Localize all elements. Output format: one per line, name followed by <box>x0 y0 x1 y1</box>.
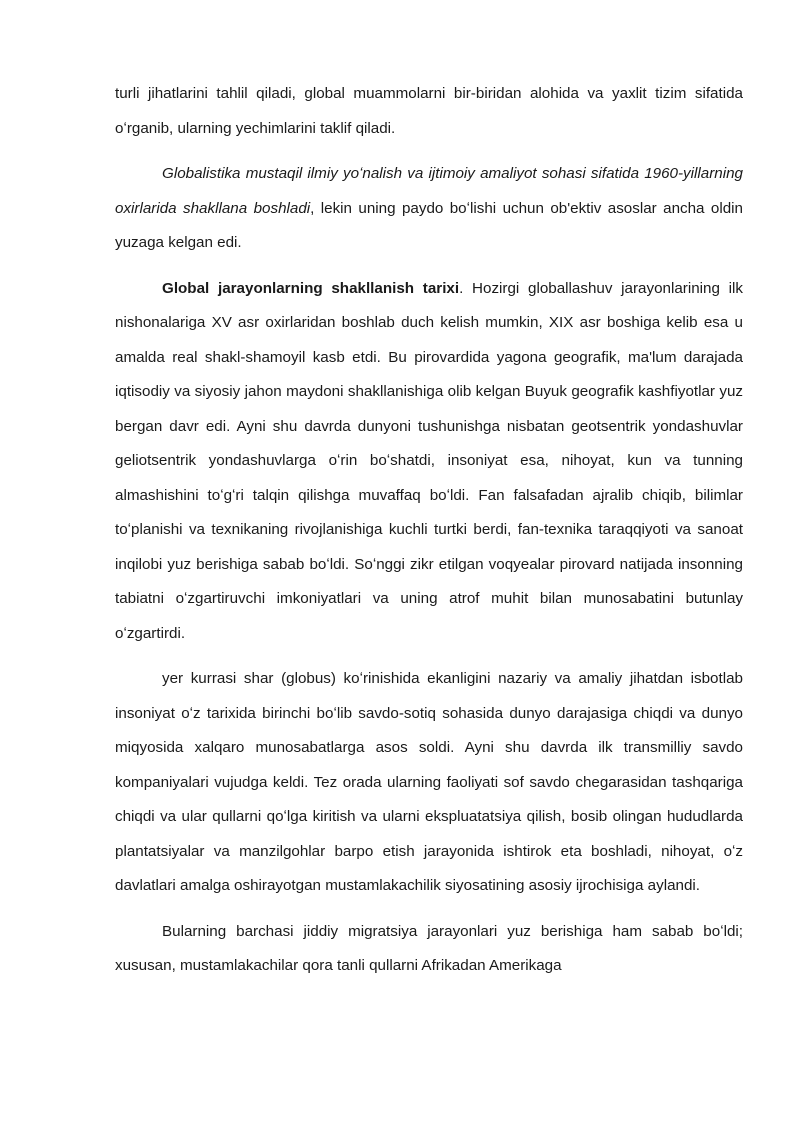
paragraph-4-text: yer kurrasi shar (globus) koʻrinishida ekanligini nazariy va amaliy jihatdan isbotlab insoniyat oʻz tarixida birinchi boʻlib savdo-sotiq sohasida dunyo darajasiga chiqdi va dunyo miqyosida xalqaro munosabatlarga asos soldi. Ayni shu davrda ilk transmilliy savdo kompaniyalari vujudga keldi. Tez orada ularning faoliyati sof savdo chegarasidan tashqariga chiqdi va ular qullarni qoʻlga kiritish va ularni ekspluatatsiya qilish, bosib olingan hududlarda plantatsiyalar va manzilgohlar barpo etish jarayonida ishtirok eta boshladi, nihoyat, oʻz davlatlari amalga oshirayotgan mustamlakachilik siyosatining asosiy ijrochisiga aylandi. <box>115 670 743 894</box>
paragraph-2-italic-text: Globalistika mustaqil ilmiy yoʻnalish va ijtimoiy amaliyot sohasi sifatida 1960-yillarning oxirlarida shakllana boshladi <box>115 165 743 217</box>
paragraph-2 <box>115 157 743 261</box>
paragraph-5 <box>115 915 743 984</box>
paragraph-1-text: turli jihatlarini tahlil qiladi, global muammolarni bir-biridan alohida va yaxlit tizim sifatida oʻrganib, ularning yechimlarini taklif qiladi. <box>115 85 743 137</box>
paragraph-1 <box>115 77 743 146</box>
document-page <box>115 77 743 995</box>
paragraph-3 <box>115 272 743 652</box>
section-heading-inline: Global jarayonlarning shakllanish tarixi <box>162 279 460 297</box>
paragraph-3-text: . Hozirgi globallashuv jarayonlarining ilk nishonalariga XV asr oxirlaridan boshlab duch kelish mumkin, XIX asr boshiga kelib esa u amalda real shakl-shamoyil kasb etdi. Bu pirovardida yagona geografik, ma'lum darajada iqtisodiy va siyosiy jahon maydoni shakllanishiga olib kelgan Buyuk geografik kashfiyotlar yuz bergan davr edi. Ayni shu davrda dunyoni tushunishga nisbatan geotsentrik yondashuvlar geliotsentrik yondashuvlarga oʻrin boʻshatdi, insoniyat esa, nihoyat, kun va tunning almashishini toʻgʻri talqin qilishga muvaffaq boʻldi. Fan falsafadan ajralib chiqib, bilimlar toʻplanishi va texnikaning rivojlanishiga kuchli turtki berdi, fan-texnika taraqqiyoti va sanoat inqilobi yuz berishiga sabab boʻldi. Soʻnggi zikr etilgan voqyealar pirovard natijada insonning tabiatni oʻzgartiruvchi imkoniyatlari va uning atrof muhit bilan munosabatini butunlay oʻzgartirdi. <box>115 279 743 642</box>
paragraph-4 <box>115 662 743 904</box>
paragraph-2-text: , lekin uning paydo boʻlishi uchun ob'ektiv asoslar ancha oldin yuzaga kelgan edi. <box>115 199 743 251</box>
paragraph-5-text: Bularning barchasi jiddiy migratsiya jarayonlari yuz berishiga ham sabab boʻldi; xususan, mustamlakachilar qora tanli qullarni Afrikadan Amerikaga <box>115 922 743 974</box>
